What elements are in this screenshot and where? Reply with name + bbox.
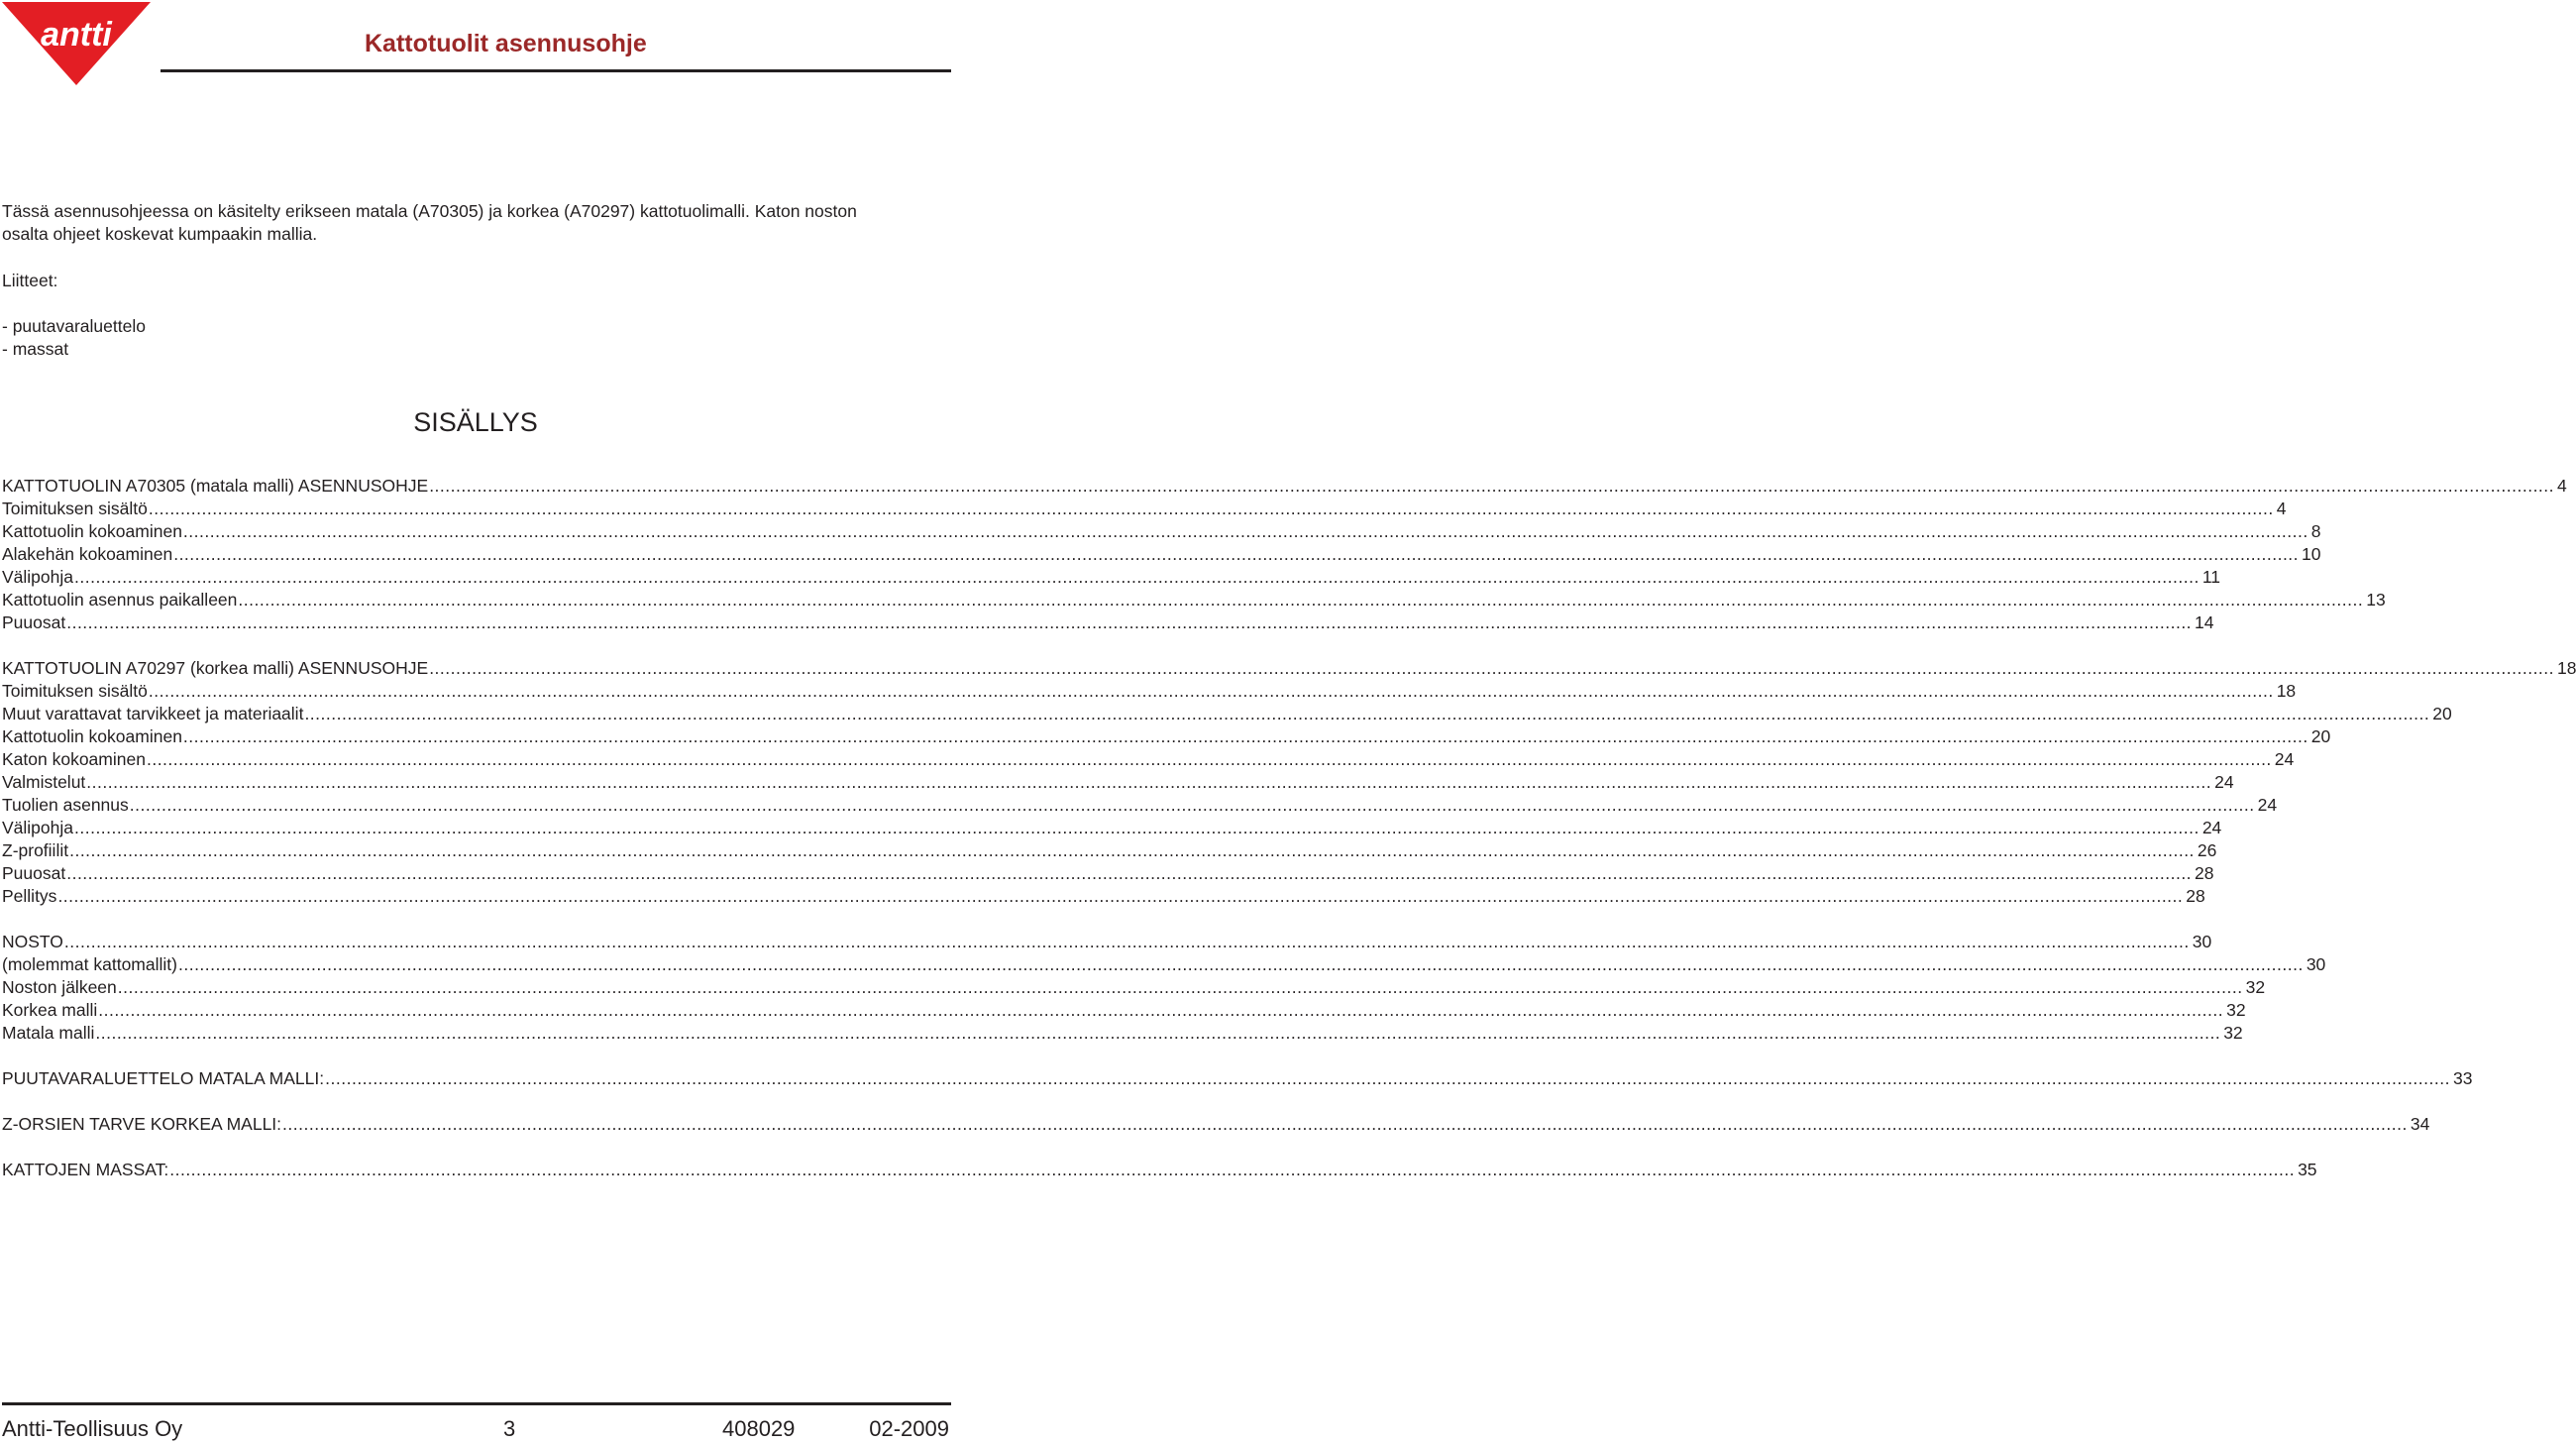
toc-entry-title: (molemmat kattomallit) <box>2 954 177 974</box>
toc-entry-page: 32 <box>2245 977 2266 997</box>
toc-entry[interactable] <box>2 475 2567 498</box>
footer-company: Antti-Teollisuus Oy <box>2 1416 183 1441</box>
footer-document-code: 408029 <box>722 1416 796 1441</box>
toc-entry[interactable] <box>2 725 2331 748</box>
toc-entry-page: 11 <box>2201 567 2220 587</box>
toc-entry-title: Toimituksen sisältö <box>2 499 148 518</box>
toc-entry[interactable] <box>2 1113 2430 1136</box>
toc-dot-leader: ................................................................................................................................................................................................................................................................................................................................................................................................................ <box>238 590 2364 610</box>
toc-entry-page: 35 <box>2298 1160 2317 1179</box>
toc-entry-title: Z-profiilit <box>2 840 69 860</box>
toc-entry-page: 24 <box>2201 818 2222 837</box>
toc-entry[interactable] <box>2 589 2386 611</box>
intro-paragraph <box>2 200 857 246</box>
toc-entry-title: Z-ORSIEN TARVE KORKEA MALLI: <box>2 1114 282 1134</box>
toc-entry-page: 26 <box>2197 840 2217 860</box>
toc-entry[interactable] <box>2 520 2321 543</box>
footer-date: 02-2009 <box>869 1416 949 1441</box>
toc-entry[interactable] <box>2 566 2220 589</box>
toc-dot-leader: ................................................................................................................................................................................................................................................................................................................................................................................................................ <box>74 567 2200 587</box>
toc-dot-leader: ................................................................................................................................................................................................................................................................................................................................................................................................................ <box>304 704 2430 723</box>
toc-entry-title: KATTOJEN MASSAT: <box>2 1160 169 1179</box>
intro-line: Tässä asennusohjeessa on käsitelty erikseen matala (A70305) ja korkea (A70297) kattotuolimalli. Katon noston <box>2 201 857 221</box>
toc-entry-page: 30 <box>2306 954 2326 974</box>
toc-entry[interactable] <box>2 748 2295 771</box>
footer-divider <box>2 1402 951 1405</box>
toc-entry[interactable] <box>2 862 2214 885</box>
toc-entry-page: 32 <box>2223 1023 2243 1043</box>
toc-entry-title: Toimituksen sisältö <box>2 681 148 701</box>
toc-entry-title: Pellitys <box>2 886 57 906</box>
toc-dot-leader: ................................................................................................................................................................................................................................................................................................................................................................................................................ <box>148 681 2274 701</box>
toc-entry-title: Kattotuolin kokoaminen <box>2 521 182 541</box>
toc-entry-title: Noston jälkeen <box>2 977 117 997</box>
toc-entry[interactable] <box>2 953 2326 976</box>
toc-entry-page: 4 <box>2276 499 2287 518</box>
attachment-item: - puutavaraluettelo <box>2 316 146 336</box>
toc-entry-page: 24 <box>2274 749 2295 769</box>
toc-spacer <box>2 1090 951 1113</box>
toc-entry-page: 30 <box>2192 932 2212 951</box>
toc-dot-leader: ................................................................................................................................................................................................................................................................................................................................................................................................................ <box>95 1023 2221 1043</box>
toc-entry-page: 14 <box>2195 612 2214 632</box>
attachment-item: - massat <box>2 339 69 359</box>
toc-dot-leader: ................................................................................................................................................................................................................................................................................................................................................................................................................ <box>429 658 2555 678</box>
toc-dot-leader: ................................................................................................................................................................................................................................................................................................................................................................................................................ <box>129 795 2255 815</box>
toc-entry[interactable] <box>2 771 2234 794</box>
toc-entry-title: Kattotuolin kokoaminen <box>2 726 182 746</box>
toc-dot-leader: ................................................................................................................................................................................................................................................................................................................................................................................................................ <box>74 818 2200 837</box>
toc-spacer <box>2 1136 951 1159</box>
toc-entry[interactable] <box>2 657 2576 680</box>
toc-entry-title: Korkea malli <box>2 1000 98 1020</box>
toc-entry[interactable] <box>2 680 2297 703</box>
toc-entry-page: 24 <box>2257 795 2278 815</box>
toc-entry[interactable] <box>2 498 2287 520</box>
toc-entry[interactable] <box>2 817 2222 839</box>
toc-entry[interactable] <box>2 976 2266 999</box>
toc-entry[interactable] <box>2 703 2452 725</box>
toc-entry-page: 28 <box>2186 886 2205 906</box>
toc-dot-leader: ................................................................................................................................................................................................................................................................................................................................................................................................................ <box>177 954 2304 974</box>
toc-dot-leader: ................................................................................................................................................................................................................................................................................................................................................................................................................ <box>182 521 2308 541</box>
toc-entry-page: 18 <box>2276 681 2297 701</box>
table-of-contents <box>2 475 2576 1181</box>
toc-dot-leader: ................................................................................................................................................................................................................................................................................................................................................................................................................ <box>148 499 2274 518</box>
toc-entry[interactable] <box>2 885 2205 908</box>
toc-entry[interactable] <box>2 611 2214 634</box>
toc-entry-title: Alakehän kokoaminen <box>2 544 173 564</box>
toc-entry-title: Välipohja <box>2 567 73 587</box>
toc-entry-page: 24 <box>2214 772 2234 792</box>
toc-entry-page: 8 <box>2310 521 2321 541</box>
toc-entry[interactable] <box>2 1159 2317 1181</box>
toc-dot-leader: ................................................................................................................................................................................................................................................................................................................................................................................................................ <box>169 1160 2296 1179</box>
toc-entry-page: 34 <box>2410 1114 2430 1134</box>
document-title: Kattotuolit asennusohje <box>365 30 647 57</box>
header-divider <box>161 69 951 72</box>
toc-entry-title: Välipohja <box>2 818 73 837</box>
toc-entry[interactable] <box>2 999 2246 1022</box>
toc-entry-page: 33 <box>2452 1068 2473 1088</box>
toc-entry-page: 13 <box>2366 590 2386 610</box>
toc-entry[interactable] <box>2 839 2217 862</box>
toc-entry[interactable] <box>2 931 2212 953</box>
toc-spacer <box>2 634 951 657</box>
toc-entry-title: Katon kokoaminen <box>2 749 146 769</box>
toc-spacer <box>2 908 951 931</box>
toc-entry-title: Puuosat <box>2 612 66 632</box>
footer-page-number: 3 <box>503 1416 516 1441</box>
toc-entry-title: Muut varattavat tarvikkeet ja materiaalit <box>2 704 304 723</box>
intro-line: osalta ohjeet koskevat kumpaakin mallia. <box>2 224 318 244</box>
toc-dot-leader: ................................................................................................................................................................................................................................................................................................................................................................................................................ <box>146 749 2272 769</box>
toc-dot-leader: ................................................................................................................................................................................................................................................................................................................................................................................................................ <box>66 612 2193 632</box>
toc-entry-title: Kattotuolin asennus paikalleen <box>2 590 238 610</box>
toc-dot-leader: ................................................................................................................................................................................................................................................................................................................................................................................................................ <box>63 932 2190 951</box>
toc-dot-leader: ................................................................................................................................................................................................................................................................................................................................................................................................................ <box>117 977 2243 997</box>
logo-text: antti <box>41 16 112 54</box>
toc-entry[interactable] <box>2 1022 2243 1045</box>
attachments-label: Liitteet: <box>2 271 58 290</box>
toc-entry-page: 4 <box>2557 476 2567 496</box>
toc-dot-leader: ................................................................................................................................................................................................................................................................................................................................................................................................................ <box>57 886 2184 906</box>
toc-entry-title: Valmistelut <box>2 772 86 792</box>
toc-spacer <box>2 1045 951 1067</box>
toc-entry[interactable] <box>2 543 2321 566</box>
toc-entry-page: 18 <box>2557 658 2576 678</box>
toc-dot-leader: ................................................................................................................................................................................................................................................................................................................................................................................................................ <box>325 1068 2450 1088</box>
toc-entry-page: 20 <box>2310 726 2331 746</box>
toc-title: SISÄLLYS <box>413 407 538 437</box>
toc-dot-leader: ................................................................................................................................................................................................................................................................................................................................................................................................................ <box>66 863 2193 883</box>
toc-entry-title: NOSTO <box>2 932 63 951</box>
toc-entry[interactable] <box>2 1067 2473 1090</box>
antti-logo <box>2 2 151 85</box>
attachments-list <box>2 315 146 361</box>
toc-dot-leader: ................................................................................................................................................................................................................................................................................................................................................................................................................ <box>282 1114 2408 1134</box>
toc-entry-title: Tuolien asennus <box>2 795 129 815</box>
toc-dot-leader: ................................................................................................................................................................................................................................................................................................................................................................................................................ <box>86 772 2212 792</box>
toc-entry-title: Puuosat <box>2 863 66 883</box>
toc-dot-leader: ................................................................................................................................................................................................................................................................................................................................................................................................................ <box>429 476 2555 496</box>
toc-entry[interactable] <box>2 794 2278 817</box>
toc-entry-title: KATTOTUOLIN A70305 (matala malli) ASENNUSOHJE <box>2 476 429 496</box>
toc-entry-page: 32 <box>2226 1000 2246 1020</box>
toc-entry-page: 28 <box>2195 863 2214 883</box>
toc-dot-leader: ................................................................................................................................................................................................................................................................................................................................................................................................................ <box>69 840 2195 860</box>
toc-entry-title: KATTOTUOLIN A70297 (korkea malli) ASENNUSOHJE <box>2 658 429 678</box>
toc-entry-title: Matala malli <box>2 1023 95 1043</box>
toc-entry-page: 10 <box>2302 544 2321 564</box>
toc-dot-leader: ................................................................................................................................................................................................................................................................................................................................................................................................................ <box>182 726 2308 746</box>
toc-dot-leader: ................................................................................................................................................................................................................................................................................................................................................................................................................ <box>173 544 2300 564</box>
toc-dot-leader: ................................................................................................................................................................................................................................................................................................................................................................................................................ <box>98 1000 2224 1020</box>
toc-entry-page: 20 <box>2432 704 2452 723</box>
toc-entry-title: PUUTAVARALUETTELO MATALA MALLI: <box>2 1068 325 1088</box>
